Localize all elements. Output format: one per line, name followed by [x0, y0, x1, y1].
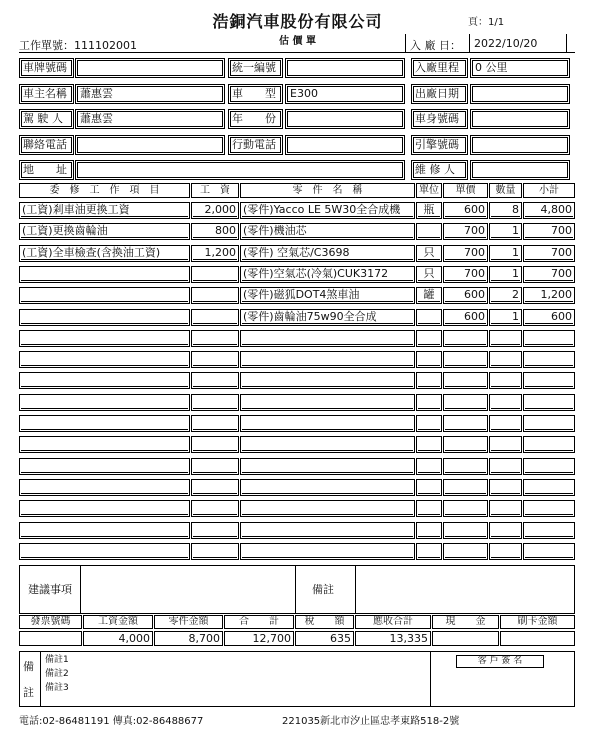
in-date-value: 2022/10/20 — [474, 37, 538, 50]
row-2-quantity: 1 — [489, 223, 522, 240]
row-7-unit — [416, 330, 442, 347]
divider — [355, 565, 356, 614]
address-label-cell — [19, 160, 74, 180]
driver-label-cell — [19, 109, 74, 129]
row-6-quantity: 1 — [489, 309, 522, 326]
out-date-label-cell — [411, 84, 468, 104]
footer-address: 221035新北市汐止區忠孝東路518-2號 — [282, 716, 460, 727]
totals-value-5: 635 — [295, 631, 354, 646]
row-3-unit-price: 700 — [443, 245, 488, 262]
owner-label: 車主名稱 — [23, 87, 67, 100]
suggestion-note-label: 備註 — [312, 583, 334, 596]
plate-label-cell — [19, 58, 74, 78]
remark-line-1: 備註1 — [45, 655, 69, 665]
remarks-side-label-2: 註 — [23, 686, 34, 699]
document-type: 估 價 單 — [279, 36, 316, 47]
divider — [430, 651, 431, 707]
totals-header-8: 刷卡金額 — [500, 615, 575, 629]
plate-label: 車牌號碼 — [23, 61, 67, 74]
row-11-work-item — [19, 415, 190, 432]
row-12-part-name — [240, 436, 415, 453]
divider — [566, 34, 567, 52]
owner-value-cell — [75, 84, 225, 104]
company-name: 浩銅汽車股份有限公司 — [212, 12, 383, 31]
row-14-quantity — [489, 479, 522, 496]
year-label-cell — [228, 109, 283, 129]
row-14-unit — [416, 479, 442, 496]
suggestion-area — [19, 565, 575, 614]
row-4-unit-price: 700 — [443, 266, 488, 283]
row-13-quantity — [489, 458, 522, 475]
out-date-value-cell — [470, 84, 570, 104]
remarks-side-label-1: 備 — [23, 660, 34, 673]
row-15-quantity — [489, 500, 522, 517]
row-6-labor-fee — [191, 309, 239, 326]
row-11-part-name — [240, 415, 415, 432]
totals-value-1 — [19, 631, 82, 646]
row-14-work-item — [19, 479, 190, 496]
owner-label-cell — [19, 84, 74, 104]
row-7-unit-price — [443, 330, 488, 347]
header-unit: 單位 — [416, 183, 442, 198]
vin-label-cell — [411, 109, 468, 129]
row-13-unit-price — [443, 458, 488, 475]
row-15-unit-price — [443, 500, 488, 517]
row-3-part-name: (零件) 空氣芯/C3698 — [240, 245, 415, 262]
totals-header-1: 發票號碼 — [19, 615, 82, 629]
divider — [40, 651, 41, 707]
row-12-subtotal — [523, 436, 575, 453]
row-15-unit — [416, 500, 442, 517]
row-17-subtotal — [523, 543, 575, 560]
header-quantity: 數量 — [489, 183, 522, 198]
row-17-work-item — [19, 543, 190, 560]
row-2-work-item: (工資)更換齒輪油 — [19, 223, 190, 240]
row-1-work-item: (工資)剎車油更換工資 — [19, 202, 190, 219]
row-14-part-name — [240, 479, 415, 496]
suggestion-label: 建議事項 — [28, 583, 72, 596]
driver-value-cell — [75, 109, 225, 129]
tax-id-value-cell — [285, 58, 405, 78]
row-7-labor-fee — [191, 330, 239, 347]
row-4-part-name: (零件)空氣芯(冷氣)CUK3172 — [240, 266, 415, 283]
totals-value-8 — [500, 631, 575, 646]
row-13-unit — [416, 458, 442, 475]
row-5-labor-fee — [191, 287, 239, 304]
row-4-subtotal: 700 — [523, 266, 575, 283]
engine-label: 引擎號碼 — [415, 138, 459, 151]
row-4-work-item — [19, 266, 190, 283]
row-6-part-name: (零件)齒輪油75w90全合成 — [240, 309, 415, 326]
row-8-unit — [416, 351, 442, 368]
row-11-quantity — [489, 415, 522, 432]
row-7-quantity — [489, 330, 522, 347]
row-7-subtotal — [523, 330, 575, 347]
row-13-part-name — [240, 458, 415, 475]
row-7-work-item — [19, 330, 190, 347]
page-number: 頁：1/1 — [468, 17, 505, 28]
mileage-label: 入廠里程 — [415, 61, 459, 74]
row-11-unit-price — [443, 415, 488, 432]
vin-value-cell — [470, 109, 570, 129]
row-13-labor-fee — [191, 458, 239, 475]
divider — [295, 565, 296, 614]
model-label-cell — [228, 84, 283, 104]
mechanic-value-cell — [470, 160, 570, 180]
divider — [469, 34, 470, 52]
row-9-labor-fee — [191, 372, 239, 389]
row-8-quantity — [489, 351, 522, 368]
totals-header-5: 稅 額 — [295, 615, 354, 629]
row-10-subtotal — [523, 394, 575, 411]
row-1-unit: 瓶 — [416, 202, 442, 219]
mileage-value-cell — [470, 58, 570, 78]
totals-header-6: 應收合計 — [355, 615, 431, 629]
row-16-labor-fee — [191, 522, 239, 539]
row-3-unit: 只 — [416, 245, 442, 262]
row-15-subtotal — [523, 500, 575, 517]
phone-label-cell — [19, 135, 74, 155]
row-9-quantity — [489, 372, 522, 389]
remark-line-2: 備註2 — [45, 669, 69, 679]
address-value-cell — [75, 160, 405, 180]
row-3-labor-fee: 1,200 — [191, 245, 239, 262]
driver-value: 蕭惠雲 — [80, 112, 113, 125]
row-8-labor-fee — [191, 351, 239, 368]
row-9-part-name — [240, 372, 415, 389]
row-16-part-name — [240, 522, 415, 539]
row-11-labor-fee — [191, 415, 239, 432]
row-1-subtotal: 4,800 — [523, 202, 575, 219]
row-3-quantity: 1 — [489, 245, 522, 262]
row-5-part-name: (零件)磁狐DOT4煞車油 — [240, 287, 415, 304]
header-part-name: 零 件 名 稱 — [240, 183, 415, 198]
totals-header-4: 合 計 — [224, 615, 294, 629]
totals-header-3: 零件金額 — [154, 615, 223, 629]
row-9-unit-price — [443, 372, 488, 389]
totals-header-2: 工資金額 — [83, 615, 153, 629]
totals-header-7: 現 金 — [432, 615, 499, 629]
out-date-label: 出廠日期 — [415, 87, 459, 100]
tax-id-label: 統一編號 — [232, 61, 276, 74]
row-12-unit-price — [443, 436, 488, 453]
row-13-work-item — [19, 458, 190, 475]
header-unit-price: 單價 — [443, 183, 488, 198]
row-10-labor-fee — [191, 394, 239, 411]
engine-label-cell — [411, 135, 468, 155]
row-8-work-item — [19, 351, 190, 368]
totals-value-6: 13,335 — [355, 631, 431, 646]
row-17-unit-price — [443, 543, 488, 560]
row-14-subtotal — [523, 479, 575, 496]
row-1-labor-fee: 2,000 — [191, 202, 239, 219]
owner-value: 蕭惠雲 — [80, 87, 113, 100]
row-9-subtotal — [523, 372, 575, 389]
row-5-unit-price: 600 — [443, 287, 488, 304]
row-2-subtotal: 700 — [523, 223, 575, 240]
model-label: 車 型 — [232, 87, 276, 100]
row-10-work-item — [19, 394, 190, 411]
row-17-labor-fee — [191, 543, 239, 560]
row-16-unit-price — [443, 522, 488, 539]
order-number-label: 工作單號： — [19, 39, 74, 52]
row-14-labor-fee — [191, 479, 239, 496]
row-16-subtotal — [523, 522, 575, 539]
row-17-unit — [416, 543, 442, 560]
row-8-subtotal — [523, 351, 575, 368]
header-work-item: 委 修 工 作 項 目 — [19, 183, 190, 198]
remark-line-3: 備註3 — [45, 683, 69, 693]
mobile-value-cell — [285, 135, 405, 155]
phone-value-cell — [75, 135, 225, 155]
row-1-unit-price: 600 — [443, 202, 488, 219]
row-14-unit-price — [443, 479, 488, 496]
row-15-work-item — [19, 500, 190, 517]
row-12-unit — [416, 436, 442, 453]
row-17-part-name — [240, 543, 415, 560]
row-11-subtotal — [523, 415, 575, 432]
row-13-subtotal — [523, 458, 575, 475]
row-2-labor-fee: 800 — [191, 223, 239, 240]
row-17-quantity — [489, 543, 522, 560]
row-12-work-item — [19, 436, 190, 453]
row-10-unit — [416, 394, 442, 411]
row-10-part-name — [240, 394, 415, 411]
row-9-work-item — [19, 372, 190, 389]
header-labor-fee: 工 資 — [191, 183, 239, 198]
totals-value-4: 12,700 — [224, 631, 294, 646]
row-2-unit — [416, 223, 442, 240]
row-11-unit — [416, 415, 442, 432]
row-16-work-item — [19, 522, 190, 539]
row-16-quantity — [489, 522, 522, 539]
divider — [405, 34, 406, 52]
engine-value-cell — [470, 135, 570, 155]
row-3-subtotal: 700 — [523, 245, 575, 262]
row-5-quantity: 2 — [489, 287, 522, 304]
address-label: 地 址 — [23, 163, 67, 176]
row-8-unit-price — [443, 351, 488, 368]
row-4-labor-fee — [191, 266, 239, 283]
row-15-part-name — [240, 500, 415, 517]
tax-id-label-cell — [228, 58, 283, 78]
mileage-value: 0 公里 — [475, 61, 508, 74]
row-6-unit — [416, 309, 442, 326]
vin-label: 車身號碼 — [415, 112, 459, 125]
row-12-labor-fee — [191, 436, 239, 453]
totals-value-2: 4,000 — [83, 631, 153, 646]
row-7-part-name — [240, 330, 415, 347]
row-2-unit-price: 700 — [443, 223, 488, 240]
year-label: 年 份 — [232, 112, 276, 125]
row-1-part-name: (零件)Yacco LE 5W30全合成機 — [240, 202, 415, 219]
row-5-unit: 罐 — [416, 287, 442, 304]
model-value-cell — [285, 84, 405, 104]
totals-value-3: 8,700 — [154, 631, 223, 646]
mileage-label-cell — [411, 58, 468, 78]
row-12-quantity — [489, 436, 522, 453]
order-number-value: 111102001 — [74, 39, 137, 52]
year-value-cell — [285, 109, 405, 129]
row-9-unit — [416, 372, 442, 389]
row-2-part-name: (零件)機油芯 — [240, 223, 415, 240]
mechanic-label-cell — [411, 160, 468, 180]
row-6-subtotal: 600 — [523, 309, 575, 326]
row-6-unit-price: 600 — [443, 309, 488, 326]
mobile-label: 行動電話 — [232, 138, 276, 151]
row-16-unit — [416, 522, 442, 539]
row-1-quantity: 8 — [489, 202, 522, 219]
row-10-quantity — [489, 394, 522, 411]
in-date-label: 入 廠 日： — [410, 39, 461, 52]
row-10-unit-price — [443, 394, 488, 411]
model-value: E300 — [290, 87, 318, 100]
header-subtotal: 小計 — [523, 183, 575, 198]
header-rule — [19, 52, 575, 53]
row-8-part-name — [240, 351, 415, 368]
phone-label: 聯絡電話 — [23, 138, 67, 151]
row-15-labor-fee — [191, 500, 239, 517]
mechanic-label: 維 修 人 — [415, 163, 455, 176]
mobile-label-cell — [228, 135, 283, 155]
row-4-unit: 只 — [416, 266, 442, 283]
signature-label: 客 戶 簽 名 — [456, 655, 544, 668]
row-5-work-item — [19, 287, 190, 304]
footer-contact: 電話:02-86481191 傳真:02-86488677 — [19, 716, 204, 727]
row-4-quantity: 1 — [489, 266, 522, 283]
plate-value-cell — [75, 58, 225, 78]
driver-label: 駕 駛 人 — [23, 112, 63, 125]
order-number — [19, 37, 137, 53]
row-5-subtotal: 1,200 — [523, 287, 575, 304]
row-6-work-item — [19, 309, 190, 326]
divider — [80, 565, 81, 614]
row-3-work-item: (工資)全車檢查(含換油工資) — [19, 245, 190, 262]
totals-value-7 — [432, 631, 499, 646]
